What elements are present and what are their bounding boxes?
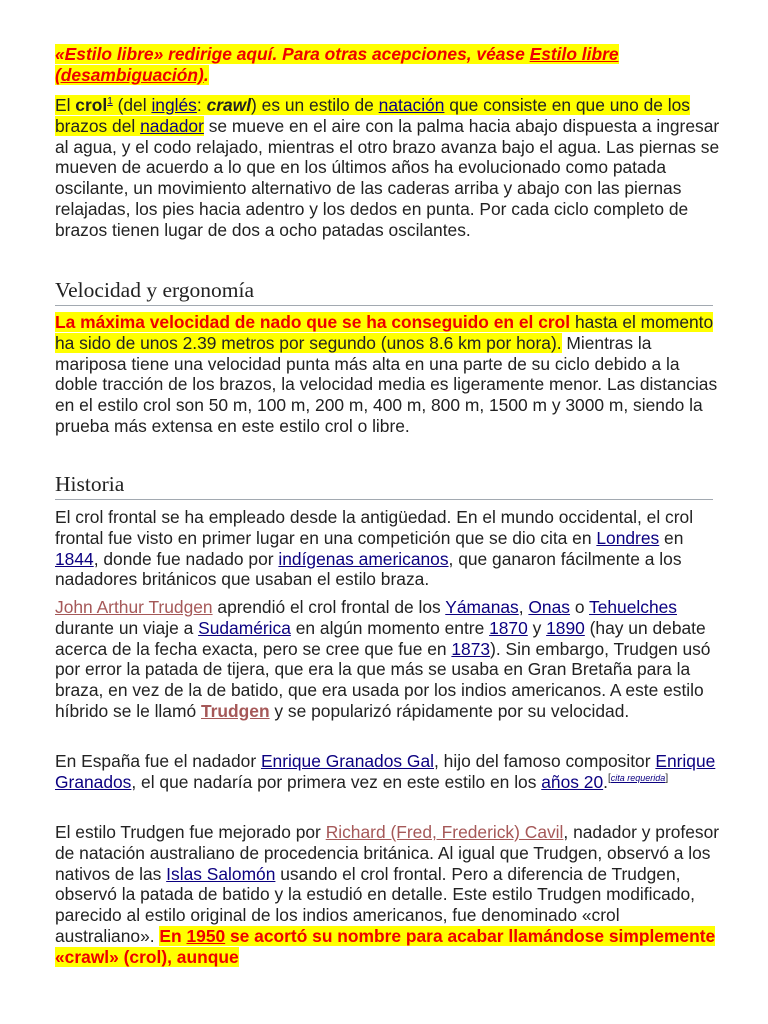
intro-text: que consiste en que uno de los brazos del [55, 95, 690, 136]
year-1844-link[interactable]: 1844 [55, 548, 94, 569]
intro-paragraph [55, 95, 720, 241]
velocity-text: Mientras la mariposa tiene una velocidad punta más alta en una parte de su ciclo debido a la doble tracción de los brazos, la velocidad media es ligeramente menor. Las distancias en el estilo crol son 50 m, 100 m, 200 m, 400 m, 800 m, 1500 m y 3000 m, siendo la prueba más extensa en este estilo crol o libre. [55, 332, 718, 436]
year-1870-link[interactable]: 1870 [489, 617, 528, 638]
history-text: , el que nadaría por primera vez en este estilo en los [131, 771, 542, 792]
history-text: y se popularizó rápidamente por su velocidad. [269, 700, 630, 721]
history-text: , [518, 597, 529, 617]
intro-text: ) es un estilo de [251, 95, 379, 115]
year-1890-link[interactable]: 1890 [546, 617, 585, 638]
section-heading-velocidad: Velocidad y ergonomía [55, 278, 713, 306]
history-text: , que ganaron fácilmente a los nadadores británicos que usaban el estilo braza. [55, 548, 682, 590]
velocity-text: hasta el momento ha sido de unos 2.39 metros por segundo (unos 8.6 km por hora). [55, 312, 714, 353]
hatnote-text: «Estilo libre» redirige aquí. Para otras acepciones, véase [55, 44, 530, 64]
history-text: o [569, 597, 590, 617]
ref-1-link[interactable]: 1 [107, 96, 113, 108]
velocidad-paragraph [55, 312, 720, 437]
highlight-text: En [159, 925, 187, 946]
historia-paragraph-1 [55, 507, 720, 590]
intro-text: El [55, 95, 76, 115]
trudgen-style-link[interactable]: Trudgen [200, 700, 270, 721]
cavil-link[interactable]: Richard (Fred, Frederick) Cavil [325, 822, 564, 842]
historia-paragraph-2 [55, 597, 720, 722]
highlight-text: se acortó su nombre para acabar llamándose simplemente «crawl» (crol), aunque [55, 925, 716, 967]
hatnote-end: . [203, 64, 209, 85]
history-text: , donde fue nadado por [93, 548, 279, 569]
ingles-link[interactable]: inglés [151, 95, 197, 115]
historia-paragraph-3 [55, 751, 720, 793]
historia-paragraph-4 [55, 822, 720, 968]
section-heading-historia: Historia [55, 472, 713, 500]
onas-link[interactable]: Onas [528, 597, 570, 617]
crol-term: crol [75, 95, 108, 115]
granados-link[interactable]: Enrique Granados [55, 751, 716, 792]
history-text: , hijo del famoso compositor [434, 751, 656, 771]
history-text: , nadador y profesor de natación australiano de procedencia británica. Al igual que Trudgen, observó a los nativos de las [55, 822, 720, 884]
nadador-link[interactable]: nadador [140, 115, 204, 136]
citation-needed: [cita requerida] [608, 773, 669, 784]
history-text: El crol frontal se ha empleado desde la antigüedad. En el mundo occidental, el crol frontal fue visto en primer lugar en una competición que se dio cita en [55, 507, 694, 548]
history-text: (hay un debate acerca de la fecha exacta, pero se cree que fue en [55, 617, 706, 659]
sudamerica-link[interactable]: Sudamérica [198, 617, 291, 638]
history-text: ). Sin embargo, Trudgen usó por error la patada de tijera, que era la que más se usaba en Gran Bretaña para la braza, en vez de la de batido, que era usada por los indios americanos. A este estilo híbrido se le llamó [55, 638, 711, 721]
history-text: usando el crol frontal. Pero a diferencia de Trudgen, observó la patada de batido y la estudió en detalle. Este estilo Trudgen modificado, parecido al estilo original de los indios americanos, fue denominado «crol australiano». [55, 863, 696, 946]
cita-requerida-link[interactable]: cita requerida [610, 773, 666, 783]
max-velocity-highlight: La máxima velocidad de nado que se ha conseguido en el crol [55, 312, 571, 332]
tehuelches-link[interactable]: Tehuelches [589, 597, 677, 617]
islas-salomon-link[interactable]: Islas Salomón [166, 863, 276, 884]
disambiguation-link[interactable]: Estilo libre (desambiguación) [55, 44, 619, 85]
history-text: En España fue el nadador [55, 751, 261, 771]
year-1873-link[interactable]: 1873 [451, 638, 491, 659]
indigenas-link[interactable]: indígenas americanos [278, 548, 449, 569]
crawl-term: crawl [206, 95, 252, 115]
hatnote [55, 44, 720, 86]
history-text: en [659, 527, 684, 548]
history-text: . [603, 771, 608, 792]
anos-20-link[interactable]: años 20 [541, 771, 604, 792]
intro-text: se mueve en el aire con la palma hacia abajo dispuesta a ingresar al agua, y el codo relajado, mientras el otro brazo avanza bajo el agua. Las piernas se mueven de acuerdo a lo que en los últimos años ha evolucionado como patada oscilante, un movimiento alternativo de las caderas arriba y abajo con las piernas relajadas, los pies hacia adentro y los dedos en punta. Por cada ciclo completo de brazos tienen lugar de dos a ocho patadas oscilantes. [55, 115, 720, 240]
granados-gal-link[interactable]: Enrique Granados Gal [260, 751, 434, 771]
natacion-link[interactable]: natación [378, 95, 445, 115]
history-text: en algún momento entre [290, 617, 490, 638]
londres-link[interactable]: Londres [596, 527, 660, 548]
history-text: y [527, 617, 547, 638]
trudgen-person-link[interactable]: John Arthur Trudgen [55, 597, 213, 617]
history-text: durante un viaje a [55, 617, 199, 638]
intro-text: (del [112, 95, 152, 115]
yamanas-link[interactable]: Yámanas [445, 597, 519, 617]
year-1950-link[interactable]: 1950 [186, 925, 226, 946]
intro-text: : [196, 95, 207, 115]
history-text: El estilo Trudgen fue mejorado por [55, 822, 326, 842]
history-text: aprendió el crol frontal de los [212, 597, 446, 617]
